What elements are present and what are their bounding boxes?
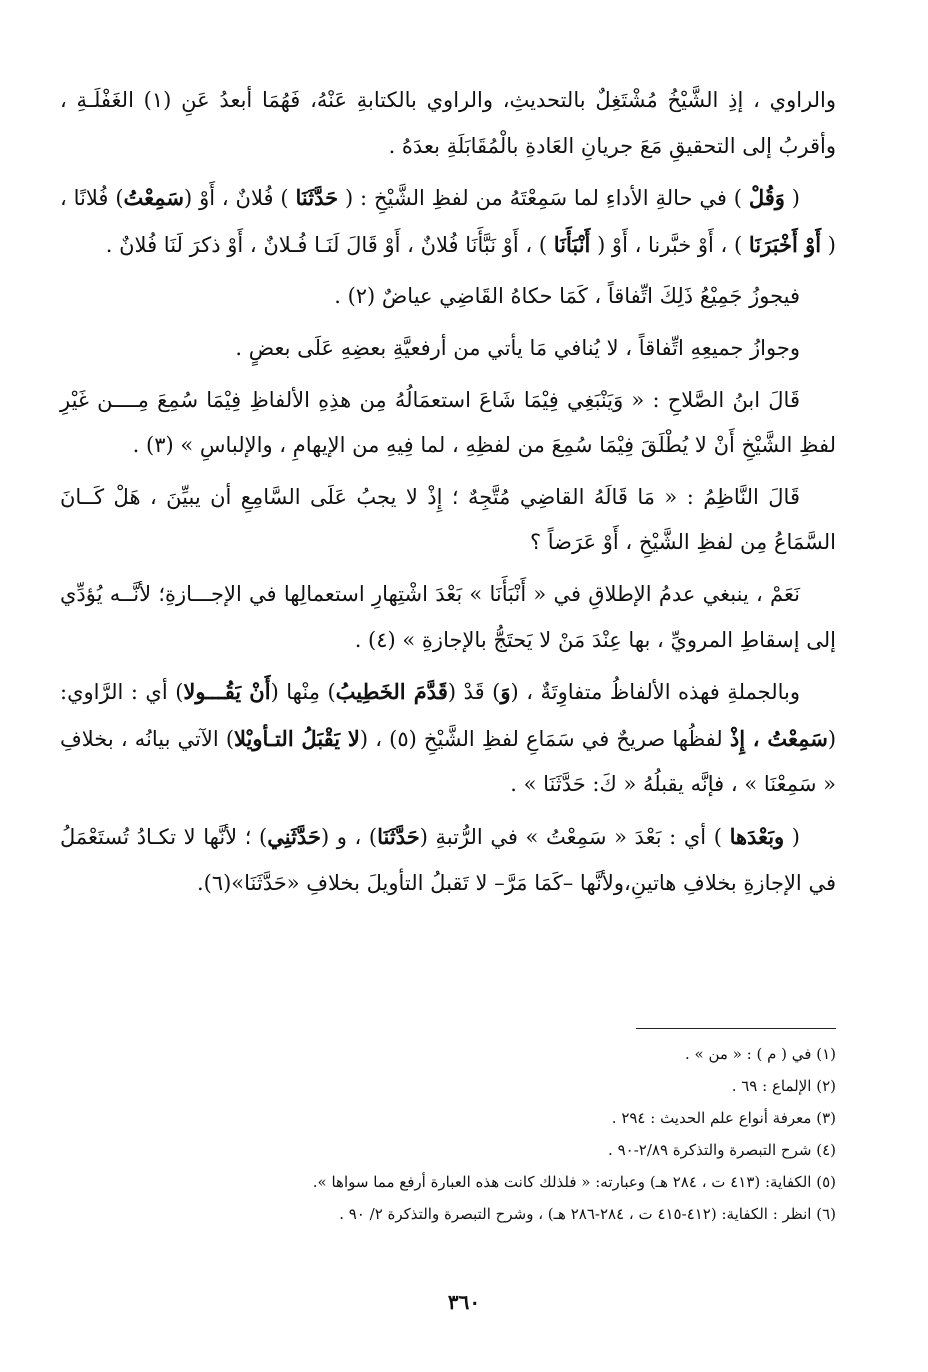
text-run: ) الآتي بيانُه ، بخلافِ « سَمِعْنَا » ، فإنَّه يقبلُهُ « كَ: حَدَّثَنَا » .: [60, 726, 836, 797]
bold-term: قَدَّمَ الخَطِيبُ: [335, 679, 448, 705]
text-run: ) مِنْها (: [270, 680, 336, 705]
text-run: نَعَمْ ، ينبغي عدمُ الإطلاقِ في « أَنْبَأَنَا » بَعْدَ اشْتِهارِ استعمالِها في الإجـــازةِ؛ لأنَّــه يُؤدِّي إلى إسقاطِ المرويِّ ، بها عِنْدَ مَنْ لا يَحتَجُّ بالإجازةِ » (٤) .: [60, 581, 836, 652]
text-run: فيجوزُ جَمِيْعُ ذَلِكَ اتِّفاقاً ، كَمَا حكاهُ القَاضِي عياضٌ (٢) .: [334, 284, 800, 309]
paragraph: [60, 475, 836, 566]
bold-term: وبَعْدَها: [729, 823, 785, 849]
page-number: ٣٦٠: [447, 1290, 481, 1314]
bold-term: حَدَّثَنَا: [295, 185, 339, 211]
text-run: ) ، أَوْ نَبَّأَنَا فُلانٌ ، أَوْ قَالَ لَنَـا فُـلانٌ ، أَوْ ذكرَ لَنَا فُلانٌ .: [105, 232, 554, 257]
text-run: ) أي : الرَّاوي: (: [60, 680, 837, 751]
bold-term: حَدَّثَنَا: [377, 823, 420, 849]
footnote-divider: [636, 1028, 836, 1029]
bold-term: وَ: [500, 679, 511, 705]
bold-term: سَمِعْتُ ، إِذْ: [729, 725, 828, 751]
bold-term: أَوْ أَخْبَرَنَا: [748, 231, 822, 257]
text-run: وبالجملةِ فهذه الألفاظُ متفاوِتَةٌ ، (: [510, 680, 801, 705]
footnote-4: (٤) شرح التبصرة والتذكرة ٢/٨٩-٩٠ .: [608, 1141, 836, 1159]
text-run: والراوي ، إذِ الشَّيْخُ مُشْتَغِلٌ بالتحديثِ، والراوي بالكتابةِ عَنْهُ، فَهُمَا أبعدُ عَنِ (١) الغَفْلَـةِ ، وأقربُ إلى التحقيقِ مَعَ جريانِ العَادةِ بالْمُقَابَلَةِ بعدَهُ .: [60, 88, 837, 158]
text-run: ) ، أَوْ خبَّرنا ، أَوْ (: [590, 232, 749, 257]
bold-term: حَدَّثَنِي: [267, 823, 321, 849]
text-run: لفظُها صريحٌ في سَمَاعِ لفظِ الشَّيْخِ (٥) ، (: [359, 726, 730, 751]
text-run: ) ؛ لأنَّها لا تكـادُ تُستَعْمَلُ في الإجازةِ بخلافِ هاتينِ،ولأنَّها –كَمَا مَرَّ– لا تَقبلُ التأويلَ بخلافِ «حَدَّثَنَا»(٦).: [60, 824, 836, 895]
text-run: ) في حالةِ الأداءِ لما سَمِعْتَهُ من لفظِ الشَّيْخِ : (: [338, 186, 749, 211]
paragraph: [60, 78, 836, 169]
text-run: ) أي : بَعْدَ « سَمِعْتُ » في الرُّتبةِ (: [419, 824, 730, 849]
text-run: قَالَ النَّاظِمُ : « مَا قَالَهُ القاضِي مُتَّجِهٌ ؛ إِذْ لا يجبُ عَلَى السَّامِعِ أن يبيِّنَ ، هَلْ كَــانَ السَّمَاعُ مِن لفظِ الشَّيْخِ ، أَوْ عَرَضاً ؟: [60, 484, 836, 555]
text-run: ) ، و (: [320, 824, 378, 849]
footnote-5: (٥) الكفاية: (٤١٣ ت ، ٢٨٤ هـ) وعبارته: « فلذلك كانت هذه العبارة أرفع مما سواها ».: [312, 1173, 836, 1191]
page-body: [60, 78, 836, 912]
bold-term: وَقُلْ: [748, 185, 785, 211]
paragraph: [60, 572, 836, 663]
bold-term: لا يَقْبَلُ التـأويْلا: [234, 725, 360, 751]
paragraph: [60, 378, 836, 469]
bold-term: أَنْ يَقُـــولا: [183, 679, 271, 705]
bold-term: أَنْبَأَنَا: [553, 231, 591, 257]
footnote-1: (١) في ( م ) : « من » .: [685, 1045, 836, 1063]
paragraph: [60, 175, 836, 268]
text-run: ) فُلانٌ ، أَوْ (: [184, 186, 296, 211]
text-run: (: [784, 186, 800, 211]
text-run: (: [784, 824, 800, 849]
paragraph: [60, 669, 836, 808]
footnote-2: (٢) الإلماع : ٦٩ .: [731, 1077, 836, 1095]
text-run: ) قَدْ (: [447, 680, 501, 705]
bold-term: سَمِعْتُ: [123, 185, 185, 211]
footnote-3: (٣) معرفة أنواع علم الحديث : ٢٩٤ .: [611, 1109, 836, 1127]
paragraph: [60, 814, 836, 906]
main-text: [60, 78, 836, 906]
paragraph: [60, 274, 836, 320]
text-run: وجوازُ جميعِهِ اتِّفاقاً ، لا يُنافي مَا يأتي من أرفعيَّةِ بعضِهِ عَلَى بعضٍ .: [235, 335, 800, 360]
footnotes: [76, 1040, 836, 1232]
text-run: قَالَ ابنُ الصَّلاحِ : « وَيَنْبَغِي فِيْمَا شَاعَ استعمَالُهُ مِن هذِهِ الألفاظِ فِيْمَا سُمِعَ مِــــن غَيْرِ لفظِ الشَّيْخِ أَنْ لا يُطْلَقَ فِيْمَا سُمِعَ من لفظِهِ ، لما فِيهِ من الإيهامِ ، والإلباسِ » (٣) .: [60, 387, 836, 458]
paragraph: [60, 326, 836, 372]
footnote-6: (٦) انظر : الكفاية: (٤١٢-٤١٥ ت ، ٢٨٤-٢٨٦ هـ) ، وشرح التبصرة والتذكرة ٢/ ٩٠ .: [339, 1205, 836, 1223]
text-run: ) فُلانًا ، (: [60, 186, 836, 257]
